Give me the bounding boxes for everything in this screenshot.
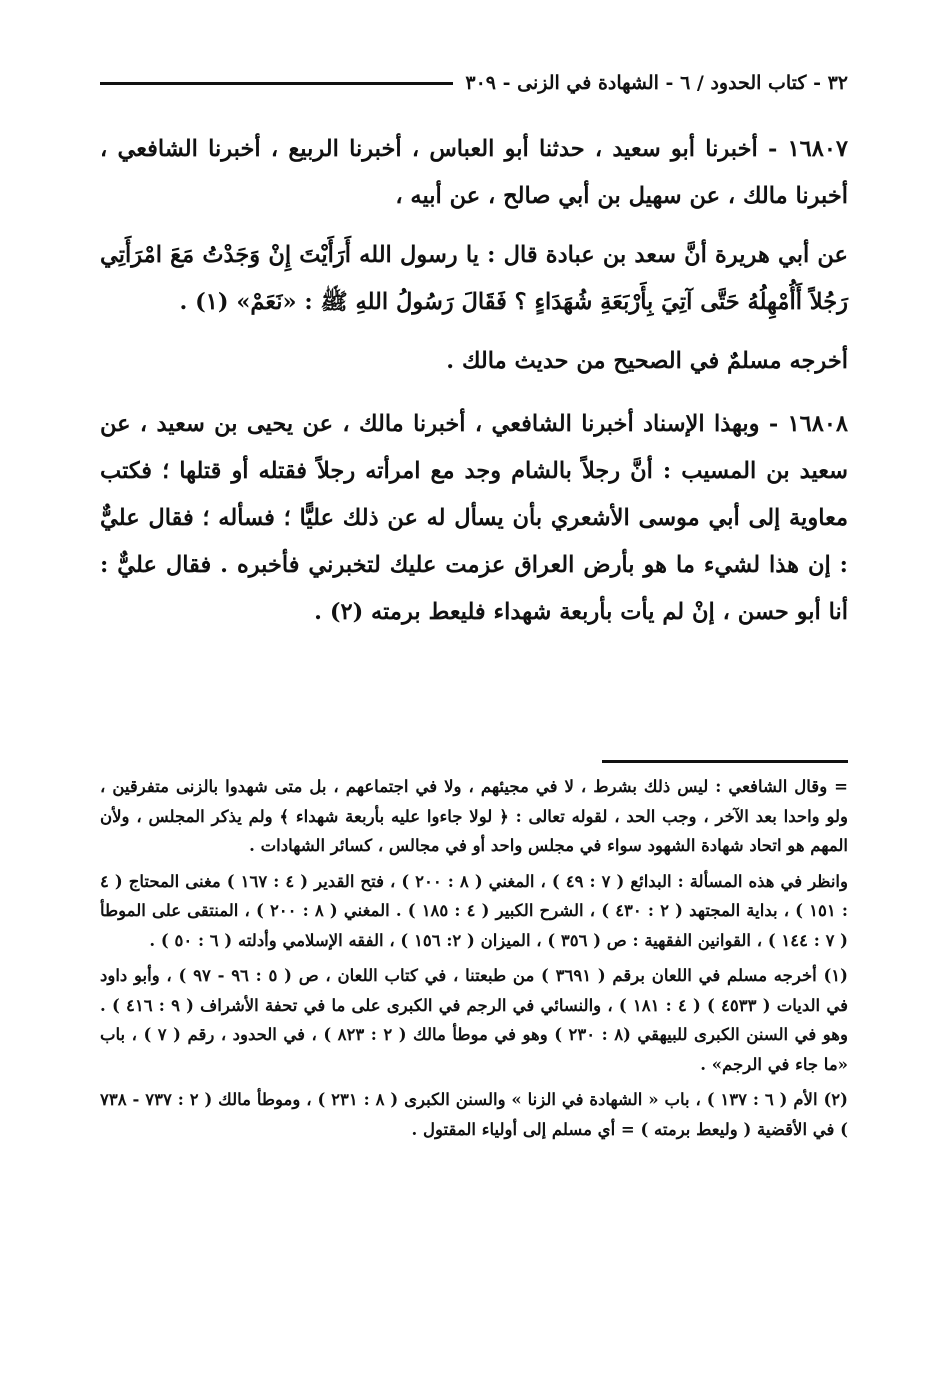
footnotes <box>100 772 848 1150</box>
footnote-2: (٢) الأم ( ٦ : ١٣٧ ) ، باب « الشهادة في الزنا » والسنن الكبرى ( ٨ : ٢٣١ ) ، وموطأ مالك ( ٢ : ٧٣٧ - ٧٣٨ ) في الأقضية ( وليعط برمته ) = أي مسلم إلى أولياء المقتول . <box>100 1090 848 1139</box>
footnote-separator <box>602 760 848 763</box>
footnote-references: وانظر في هذه المسألة : البدائع ( ٧ : ٤٩ ) ، المغني ( ٨ : ٢٠٠ ) ، فتح القدير ( ٤ : ١٦٧ ) مغنى المحتاج ( ٤ : ١٥١ ) ، بداية المجتهد ( ٢ : ٤٣٠ ) ، الشرح الكبير ( ٤ : ١٨٥ ) . المغني ( ٨ : ٢٠٠ ) ، المنتقى على الموطأ ( ٧ : ١٤٤ ) ، القوانين الفقهية : ص ( ٣٥٦ ) ، الميزان ( ٢: ١٥٦ ) ، الفقه الإسلامي وأدلته ( ٦ : ٥٠ ) . <box>100 871 848 950</box>
hadith-168-7-isnad: ١٦٨٠٧ - أخبرنا أبو سعيد ، حدثنا أبو العباس ، أخبرنا الربيع ، أخبرنا الشافعي ، أخبرنا مالك ، عن سهيل بن أبي صالح ، عن أبيه ، <box>100 136 848 209</box>
header-rule <box>100 82 453 85</box>
main-text <box>100 126 848 648</box>
running-header <box>100 72 848 94</box>
footnote-1: (١) أخرجه مسلم في اللعان برقم ( ٣٦٩١ ) من طبعتنا ، في كتاب اللعان ، ص ( ٥ : ٩٦ - ٩٧ ) ، وأبو داود في الديات ( ٤٥٣٣ ) ( ٤ : ١٨١ ) ، والنسائي في الرجم في الكبرى على ما في تحفة الأشراف ( ٩ : ٤١٦ ) . وهو في السنن الكبرى للبيهقي (٨ : ٢٣٠ ) وهو في موطأ مالك ( ٢ : ٨٢٣ ) ، في الحدود ، رقم ( ٧ ) ، باب «ما جاء في الرجم» . <box>100 966 848 1074</box>
footnote-continuation: = وقال الشافعي : ليس ذلك بشرط ، لا في مجيئهم ، ولا في اجتماعهم ، بل متى شهدوا بالزنى متفرقين ، ولو واحدا بعد الآخر ، وجب الحد ، لقوله تعالى : ﴿ لولا جاءوا عليه بأربعة شهداء ﴾ ولم يذكر المجلس ، ولأن المهم هو اتحاد شهادة الشهود سواء في مجلس واحد أو في مجالس ، كسائر الشهادات . <box>100 777 848 855</box>
hadith-168-8: ١٦٨٠٨ - وبهذا الإسناد أخبرنا الشافعي ، أخبرنا مالك ، عن يحيى بن سعيد ، عن سعيد بن المسيب : أنَّ رجلاً بالشام وجد مع امرأته رجلاً فقتله أو قتلها ؛ فكتب معاوية إلى أبي موسى الأشعري بأن يسأل له عن ذلك عليًّا ؛ فسأله ؛ فقال عليٌّ : إن هذا لشيء ما هو بأرض العراق عزمت عليك لتخبرني فأخبره . فقال عليٌّ : أنا أبو حسن ، إنْ لم يأت بأربعة شهداء فليعط برمته (٢) . <box>100 411 848 625</box>
running-header-title: ٣٢ - كتاب الحدود / ٦ - الشهادة في الزنى - ٣٠٩ <box>465 72 848 94</box>
hadith-168-7-matn: عن أبي هريرة أنَّ سعد بن عبادة قال : يا رسول الله أَرَأَيْتَ إِنْ وَجَدْتُ مَعَ امْرَأَتِي رَجُلاً أَأُمْهِلُهُ حَتَّى آتِيَ بِأَرْبَعَةِ شُهَدَاءٍ ؟ فَقَالَ رَسُولُ اللهِ ﷺ : «نَعَمْ» (١) . <box>100 242 848 315</box>
takhrij-note: أخرجه مسلمٌ في الصحيح من حديث مالك . <box>446 348 848 374</box>
